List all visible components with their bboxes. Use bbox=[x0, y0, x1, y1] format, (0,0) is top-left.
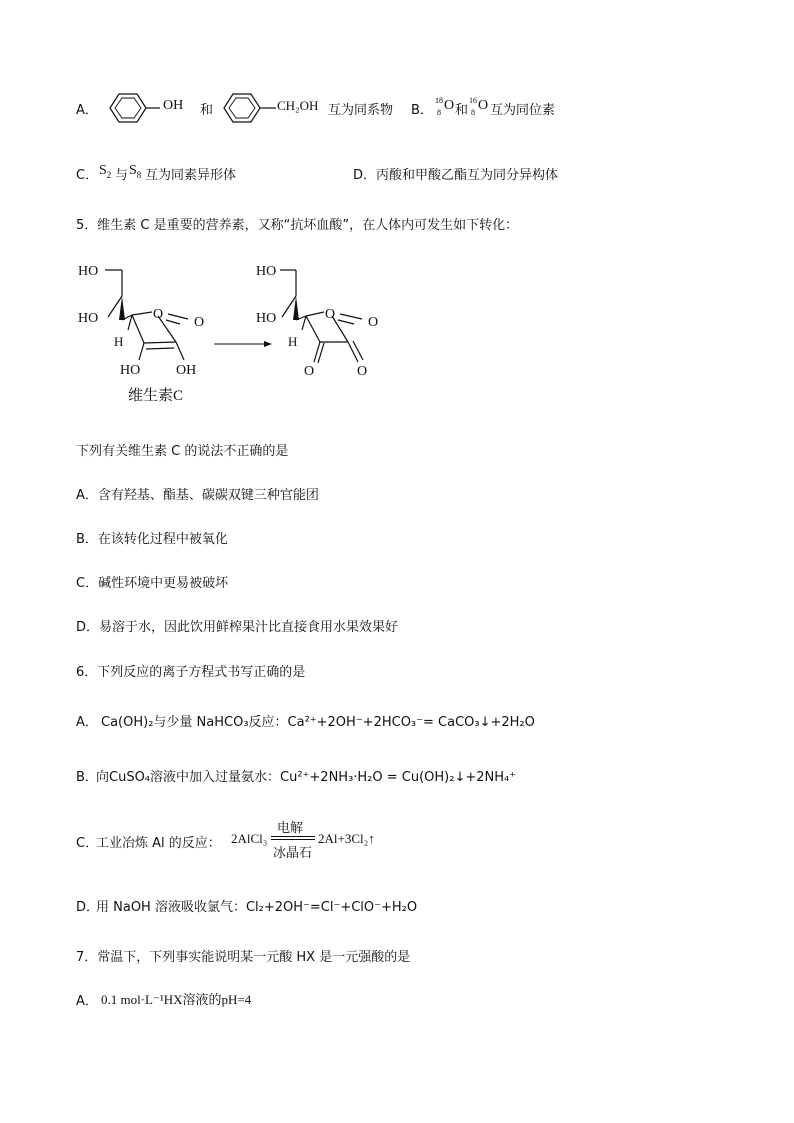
q4-c-formula2 bbox=[129, 163, 141, 179]
q4-a-label: A． bbox=[76, 103, 98, 118]
q6-d-text: 用 NaOH 溶液吸收氯气：Cl₂+2OH⁻=Cl⁻+ClO⁻+H₂O bbox=[96, 900, 418, 915]
vc-left-o-ring: O bbox=[153, 307, 164, 322]
vc-left-h: H bbox=[114, 334, 124, 349]
vc-left-ho1: HO bbox=[78, 264, 99, 279]
q4-a-text: 互为同系物 bbox=[328, 103, 394, 118]
vc-right-ho2: HO bbox=[256, 311, 277, 326]
q6-stem: 6．下列反应的离子方程式书写正确的是 bbox=[76, 665, 306, 680]
q4-b-mass1: 18 bbox=[435, 96, 443, 105]
dehydroascorbic-acid-structure bbox=[280, 270, 363, 363]
phenol-structure bbox=[102, 90, 162, 126]
q4-b-elem1: O bbox=[444, 98, 455, 113]
vitamin-c-reaction-figure bbox=[70, 250, 400, 410]
q4-c-text: 互为同素异形体 bbox=[145, 168, 237, 183]
q4-a-oh: OH bbox=[163, 98, 184, 113]
q6-c-condition-top: 电解 bbox=[277, 821, 304, 836]
q4-c-with: 与 bbox=[115, 168, 129, 183]
q5-option-b: B．在该转化过程中被氧化 bbox=[76, 532, 228, 547]
q5-stem: 5．维生素 C 是重要的营养素，又称“抗坏血酸”，在人体内可发生如下转化： bbox=[76, 218, 519, 233]
vc-left-o-carbonyl: O bbox=[194, 315, 205, 330]
q6-c-label: C． bbox=[76, 836, 99, 851]
q4-c-formula bbox=[99, 163, 111, 179]
q4-c-s: S bbox=[99, 163, 107, 178]
vc-right-o4: O bbox=[357, 364, 368, 379]
q4-b-mass2: 16 bbox=[469, 96, 477, 105]
q6-c-reactant: 2AlCl₃ bbox=[231, 831, 268, 846]
vc-right-o-carbonyl: O bbox=[368, 315, 379, 330]
q6-c-product: 2Al+3Cl₂↑ bbox=[318, 831, 375, 846]
q5-option-a: A．含有羟基、酯基、碳碳双键三种官能团 bbox=[76, 488, 319, 503]
q6-a-label: A． bbox=[76, 715, 98, 730]
q4-b-z1: 8 bbox=[437, 108, 441, 117]
q4-b-text: 互为同位素 bbox=[490, 103, 556, 118]
q4-d-text: 丙酸和甲酸乙酯互为同分异构体 bbox=[376, 168, 559, 183]
q4-b-elem2: O bbox=[478, 98, 489, 113]
vc-left-ho3: HO bbox=[120, 363, 141, 378]
vc-left-oh: OH bbox=[176, 363, 197, 378]
q4-b-label: B． bbox=[411, 103, 433, 118]
vc-right-o3: O bbox=[304, 364, 315, 379]
q4-b-and: 和 bbox=[455, 103, 469, 118]
q5-option-c: C．碱性环境中更易被破坏 bbox=[76, 576, 229, 591]
reaction-arrow bbox=[214, 341, 272, 347]
q6-a-text: Ca(OH)₂与少量 NaHCO₃反应：Ca²⁺+2OH⁻+2HCO₃⁻= CaCO₃↓+2H₂O bbox=[101, 715, 535, 730]
q6-d-label: D． bbox=[76, 900, 100, 915]
q6-b-label: B． bbox=[76, 770, 98, 785]
vc-right-ho1: HO bbox=[256, 264, 277, 279]
benzyl-alcohol-structure bbox=[216, 90, 278, 126]
q4-d-label: D． bbox=[353, 168, 377, 183]
q4-c-label: C． bbox=[76, 168, 99, 183]
q6-c-prefix: 工业冶炼 Al 的反应： bbox=[96, 836, 221, 851]
q6-b-text: 向CuSO₄溶液中加入过量氨水：Cu²⁺+2NH₃·H₂O = Cu(OH)₂↓+2NH₄⁺ bbox=[96, 770, 517, 785]
q4-c-s8: S bbox=[129, 163, 137, 178]
vc-right-h: H bbox=[288, 334, 298, 349]
q7-stem: 7．常温下，下列事实能说明某一元酸 HX 是一元强酸的是 bbox=[76, 950, 411, 965]
vc-left-ho2: HO bbox=[78, 311, 99, 326]
q5-question: 下列有关维生素 C 的说法不正确的是 bbox=[76, 444, 289, 459]
q6-c-reaction-bar2 bbox=[271, 839, 315, 840]
q7-a-label: A． bbox=[76, 994, 98, 1009]
vc-right-o-ring: O bbox=[325, 307, 336, 322]
q4-a-and: 和 bbox=[200, 103, 214, 118]
q4-c-sub2: 2 bbox=[106, 170, 112, 180]
q4-b-z2: 8 bbox=[471, 108, 475, 117]
vitamin-c-caption: 维生素C bbox=[128, 388, 184, 404]
q4-a-ch2oh: CH₂OH bbox=[277, 98, 319, 113]
q5-option-d: D．易溶于水，因此饮用鲜榨果汁比直接食用水果效果好 bbox=[76, 620, 399, 635]
q6-c-reaction-bar bbox=[271, 836, 315, 837]
q7-a-text: 0.1 mol·L⁻¹HX溶液的pH=4 bbox=[101, 992, 252, 1007]
q6-c-condition-bottom: 冰晶石 bbox=[273, 846, 313, 861]
q4-c-sub8: 8 bbox=[136, 170, 142, 180]
